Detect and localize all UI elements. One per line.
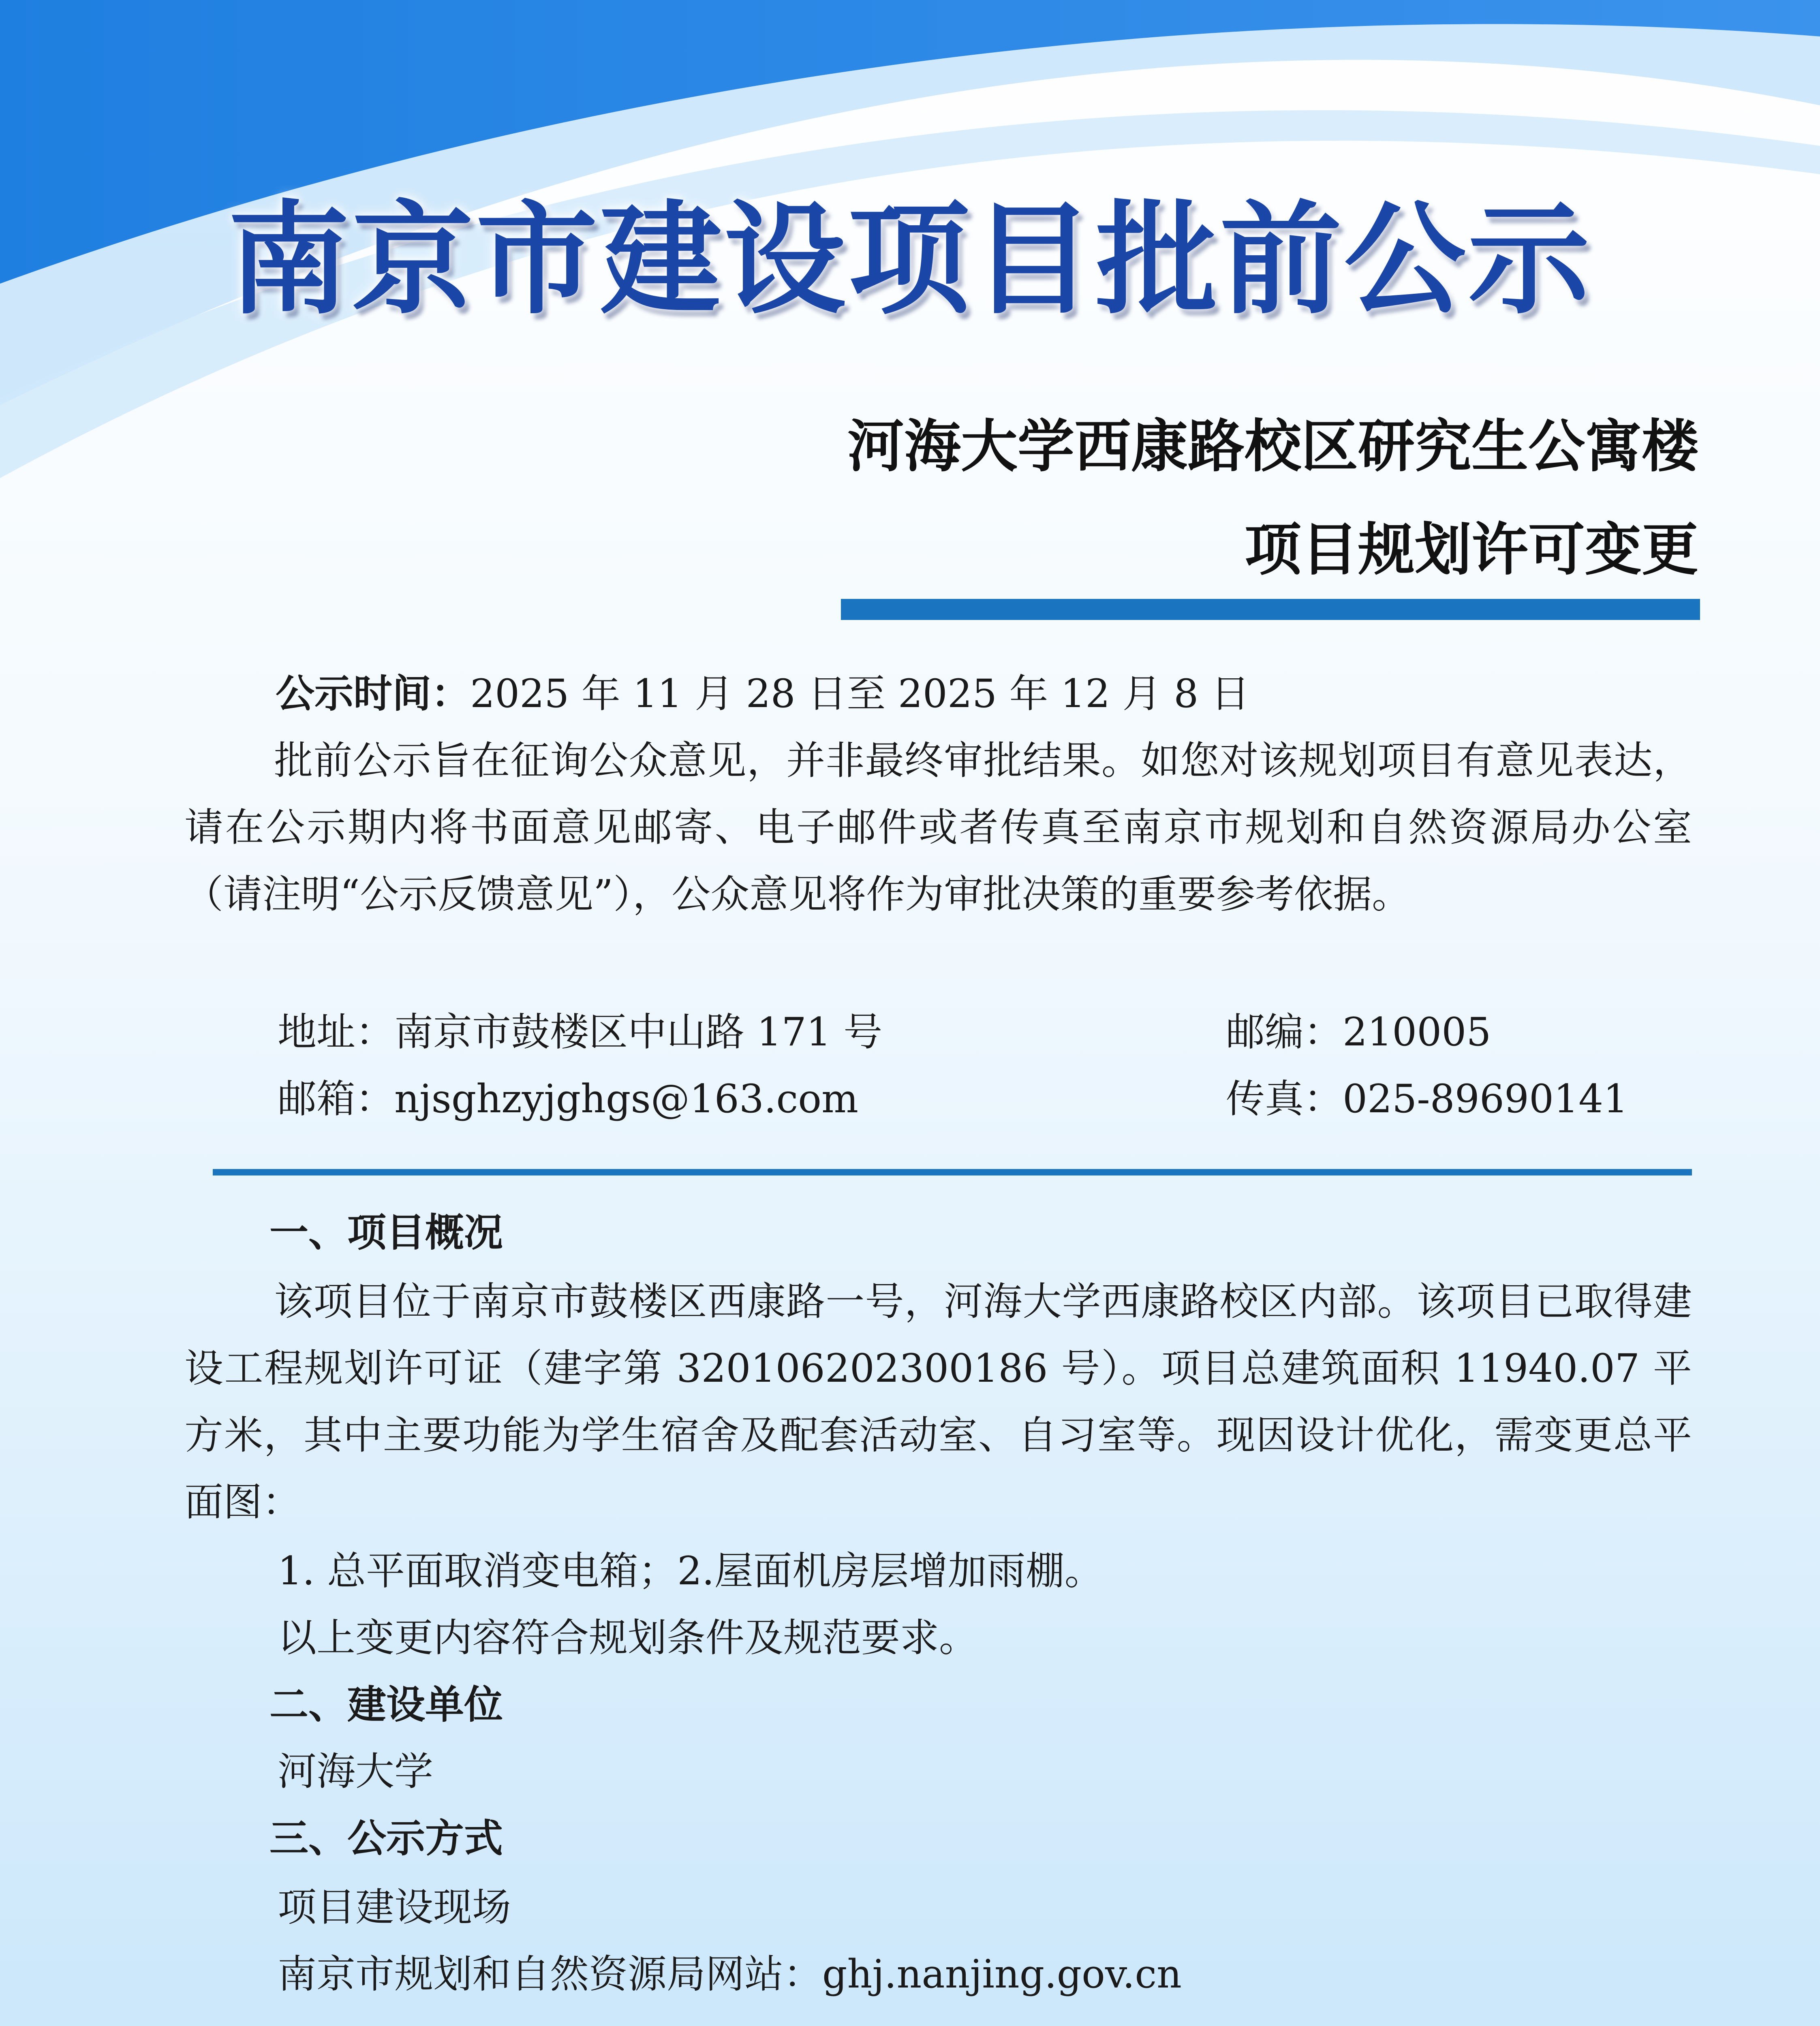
section2-body: 河海大学: [278, 1749, 433, 1794]
section-divider: [213, 1169, 1692, 1175]
contact-address: 地址：南京市鼓楼区中山路 171 号: [278, 1009, 883, 1055]
section1-changes: 1. 总平面取消变电箱；2.屋面机房层增加雨棚。: [278, 1548, 1104, 1594]
contact-email: 邮箱：njsghzyjghgs@163.com: [278, 1076, 859, 1122]
section3-item-site: 项目建设现场: [278, 1885, 511, 1930]
notice-intro-text: 批前公示旨在征询公众意见，并非最终审批结果。如您对该规划项目有意见表达，请在公示期内将书面意见邮寄、电子邮件或者传真至南京市规划和自然资源局办公室（请注明“公示反馈意见”），公众意见将作为审批决策的重要参考依据。: [184, 738, 1692, 917]
section2-heading: 二、建设单位: [269, 1682, 503, 1727]
section1-body-text: 该项目位于南京市鼓楼区西康路一号，河海大学西康路校区内部。该项目已取得建设工程规划许可证（建字第 320106202300186 号）。项目总建筑面积 11940.07 平方米，其中主要功能为学生宿舍及配套活动室、自习室等。现因设计优化，需变更总平面图：: [184, 1279, 1692, 1525]
notice-intro: [184, 727, 1692, 928]
contact-postcode: 邮编：210005: [1226, 1009, 1491, 1055]
section1-body: [184, 1268, 1692, 1536]
page-title: 南京市建设项目批前公示: [228, 188, 1592, 331]
project-title-line1: 河海大学西康路校区研究生公寓楼: [847, 413, 1698, 480]
project-title-line2: 项目规划许可变更: [1244, 517, 1698, 583]
section1-heading: 一、项目概况: [269, 1210, 503, 1255]
section3-heading: 三、公示方式: [269, 1816, 503, 1861]
section3-item-website: 南京市规划和自然资源局网站：ghj.nanjing.gov.cn: [278, 1951, 1182, 1997]
notice-period-value: 2025 年 11 月 28 日至 2025 年 12 月 8 日: [470, 671, 1250, 716]
notice-period: [276, 660, 1250, 727]
contact-fax: 传真：025-89690141: [1226, 1076, 1628, 1122]
section1-conclusion: 以上变更内容符合规划条件及规范要求。: [278, 1615, 978, 1661]
title-underline-divider: [841, 599, 1700, 620]
notice-period-label: 公示时间：: [276, 671, 470, 716]
